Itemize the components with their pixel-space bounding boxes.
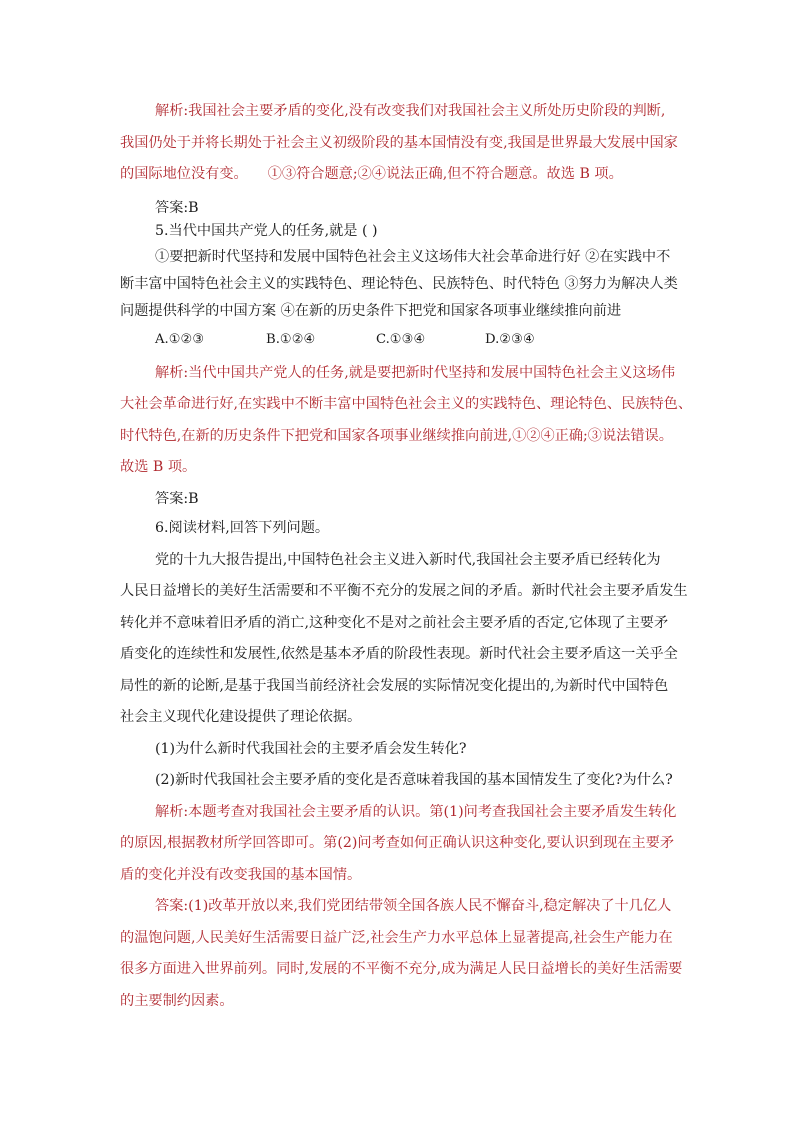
q5-option-b: B.①②④ (266, 332, 316, 347)
q5-answer: 答案:B (155, 491, 199, 507)
q6-material-line-1: 党的十九大报告提出,中国特色社会主义进入新时代,我国社会主要矛盾已经转化为 (155, 552, 661, 568)
q4-analysis-text: 的国际地位没有变。 (120, 166, 248, 182)
q6-answer-line-2: 的温饱问题,人民美好生活需要日益广泛,社会生产力水平总体上显著提高,社会生产能力在 (120, 930, 673, 946)
q4-answer: 答案:B (155, 200, 199, 216)
q5-analysis-line-3 (120, 426, 673, 446)
q6-question-1: (1)为什么新时代我国社会的主要矛盾会发生转化? (155, 741, 467, 757)
q5-statement-line-3: 问题提供科学的中国方案 ④在新的历史条件下把党和国家各项事业继续推向前进 (120, 303, 622, 319)
q6-stem: 6.阅读材料,回答下列问题。 (155, 520, 330, 536)
q5-analysis-text: 时代特色,在新的历史条件下把党和国家各项事业继续推向前进, (120, 428, 513, 444)
q6-analysis-line-3: 盾的变化并没有改变我国的基本国情。 (120, 867, 362, 883)
q6-analysis-line-2: 的原因,根据教材所学回答即可。第(2)问考查如何正确认识这种变化,要认识到现在主要矛 (120, 835, 675, 851)
q4-analysis-line-1: 解析:我国社会主要矛盾的变化,没有改变我们对我国社会主义所处历史阶段的判断, (155, 103, 666, 119)
q4-analysis-line-3 (120, 164, 623, 184)
q5-analysis-line-4: 故选 B 项。 (120, 459, 197, 475)
q6-material-line-2: 人民日益增长的美好生活需要和不平衡不充分的发展之间的矛盾。新时代社会主要矛盾发生 (120, 583, 688, 599)
q5-option-d: D.②③④ (485, 332, 535, 347)
q6-answer-line-3: 很多方面进入世界前列。同时,发展的不平衡不充分,成为满足人民日益增长的美好生活需要 (120, 961, 683, 977)
q5-analysis-line-2: 大社会革命进行好,在实践中不断丰富中国特色社会主义的实践特色、理论特色、民族特色、 (120, 396, 693, 412)
q6-question-2: (2)新时代我国社会主要矛盾的变化是否意味着我国的基本国情发生了变化?为什么? (155, 772, 673, 788)
q6-material-line-6: 社会主义现代化建设提供了理论依据。 (120, 709, 362, 725)
q6-analysis-line-1: 解析:本题考查对我国社会主要矛盾的认识。第(1)问考查我国社会主要矛盾发生转化 (155, 804, 677, 820)
q6-material-line-4: 盾变化的连续性和发展性,依然是基本矛盾的阶段性表现。新时代社会主要矛盾这一关乎全 (120, 646, 678, 662)
q5-analysis-conclusion: ①②④正确;③说法错误。 (512, 428, 673, 444)
q5-statement-line-2: 断丰富中国特色社会主义的实践特色、理论特色、民族特色、时代特色 ③努力为解决人类 (120, 276, 678, 292)
q5-stem: 5.当代中国共产党人的任务,就是 ( ) (155, 223, 378, 239)
q5-analysis-line-1: 解析:当代中国共产党人的任务,就是要把新时代坚持和发展中国特色社会主义这场伟 (155, 365, 676, 381)
q6-answer-line-1: 答案:(1)改革开放以来,我们党团结带领全国各族人民不懈奋斗,稳定解决了十几亿人 (155, 898, 672, 914)
q6-answer-line-4: 的主要制约因素。 (120, 993, 234, 1009)
q6-material-line-3: 转化并不意味着旧矛盾的消亡,这种变化不是对之前社会主要矛盾的否定,它体现了主要矛 (120, 615, 669, 631)
q4-analysis-conclusion: ①③符合题意;②④说法正确,但不符合题意。故选 B 项。 (267, 166, 623, 182)
q6-material-line-5: 局性的新的论断,是基于我国当前经济社会发展的实际情况变化提出的,为新时代中国特色 (120, 678, 669, 694)
q5-option-a: A.①②③ (155, 332, 205, 347)
q5-statement-line-1: ①要把新时代坚持和发展中国特色社会主义这场伟大社会革命进行好 ②在实践中不 (155, 249, 671, 265)
q4-analysis-line-2: 我国仍处于并将长期处于社会主义初级阶段的基本国情没有变,我国是世界最大发展中国家 (120, 135, 678, 151)
q5-option-c: C.①③④ (376, 332, 426, 347)
